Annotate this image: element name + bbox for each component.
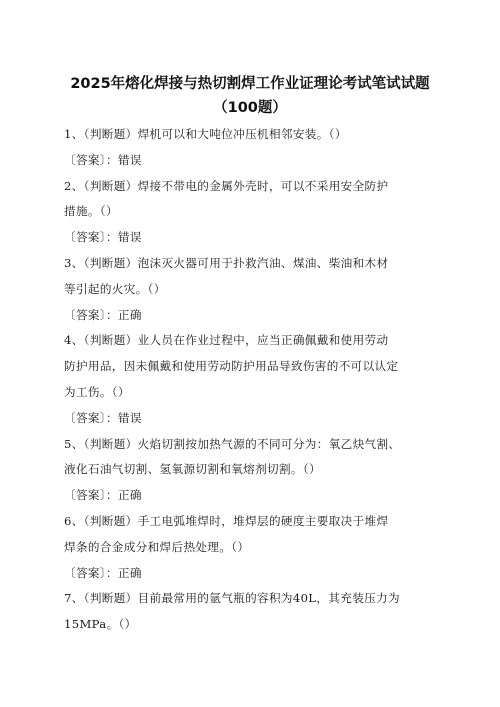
question-list <box>64 122 444 638</box>
question-4-line-3: 为工伤。（） <box>64 384 130 399</box>
question-7-line-1: 7、（判断题）目前最常用的氩气瓶的容积为40L，其充装压力为 <box>64 591 400 606</box>
question-4-answer: 〔答案〕：错误 <box>64 410 142 425</box>
question-1-answer: 〔答案〕：错误 <box>64 152 142 167</box>
question-2-answer: 〔答案〕：错误 <box>64 230 142 245</box>
question-5-line-2: 液化石油气切割、氢氧源切割和氧熔剂切割。（） <box>64 462 321 477</box>
question-7-line-2: 15MPa。（） <box>64 617 137 632</box>
question-5-line-1: 5、（判断题）火焰切割按加热气源的不同可分为：氧乙炔气割、 <box>64 436 401 451</box>
question-6-answer: 〔答案〕：正确 <box>64 565 142 580</box>
document-title: 2025年熔化焊接与热切割焊工作业证理论考试笔试试题 <box>70 76 430 92</box>
question-3-answer: 〔答案〕：正确 <box>64 307 142 322</box>
question-5-answer: 〔答案〕：正确 <box>64 488 142 503</box>
question-1-line-1: 1、（判断题）焊机可以和大吨位冲压机相邻安装。（） <box>64 127 347 141</box>
question-4-line-1: 4、（判断题）业人员在作业过程中，应当正确佩戴和使用劳动 <box>64 333 389 348</box>
question-6-line-1: 6、（判断题）手工电弧堆焊时，堆焊层的硬度主要取决于堆焊 <box>64 513 389 528</box>
question-3-line-1: 3、（判断题）泡沫灭火器可用于扑救汽油、煤油、柴油和木材 <box>64 255 389 270</box>
question-6-line-2: 焊条的合金成分和焊后热处理。（） <box>64 539 250 554</box>
question-4-line-2: 防护用品，因未佩戴和使用劳动防护用品导致伤害的不可以认定 <box>64 359 399 374</box>
document-subtitle: （100题） <box>213 100 287 116</box>
question-3-line-2: 等引起的火灾。（） <box>64 281 166 296</box>
question-2-line-2: 措施。（） <box>64 204 118 219</box>
question-2-line-1: 2、（判断题）焊接不带电的金属外壳时，可以不采用安全防护 <box>64 178 389 193</box>
